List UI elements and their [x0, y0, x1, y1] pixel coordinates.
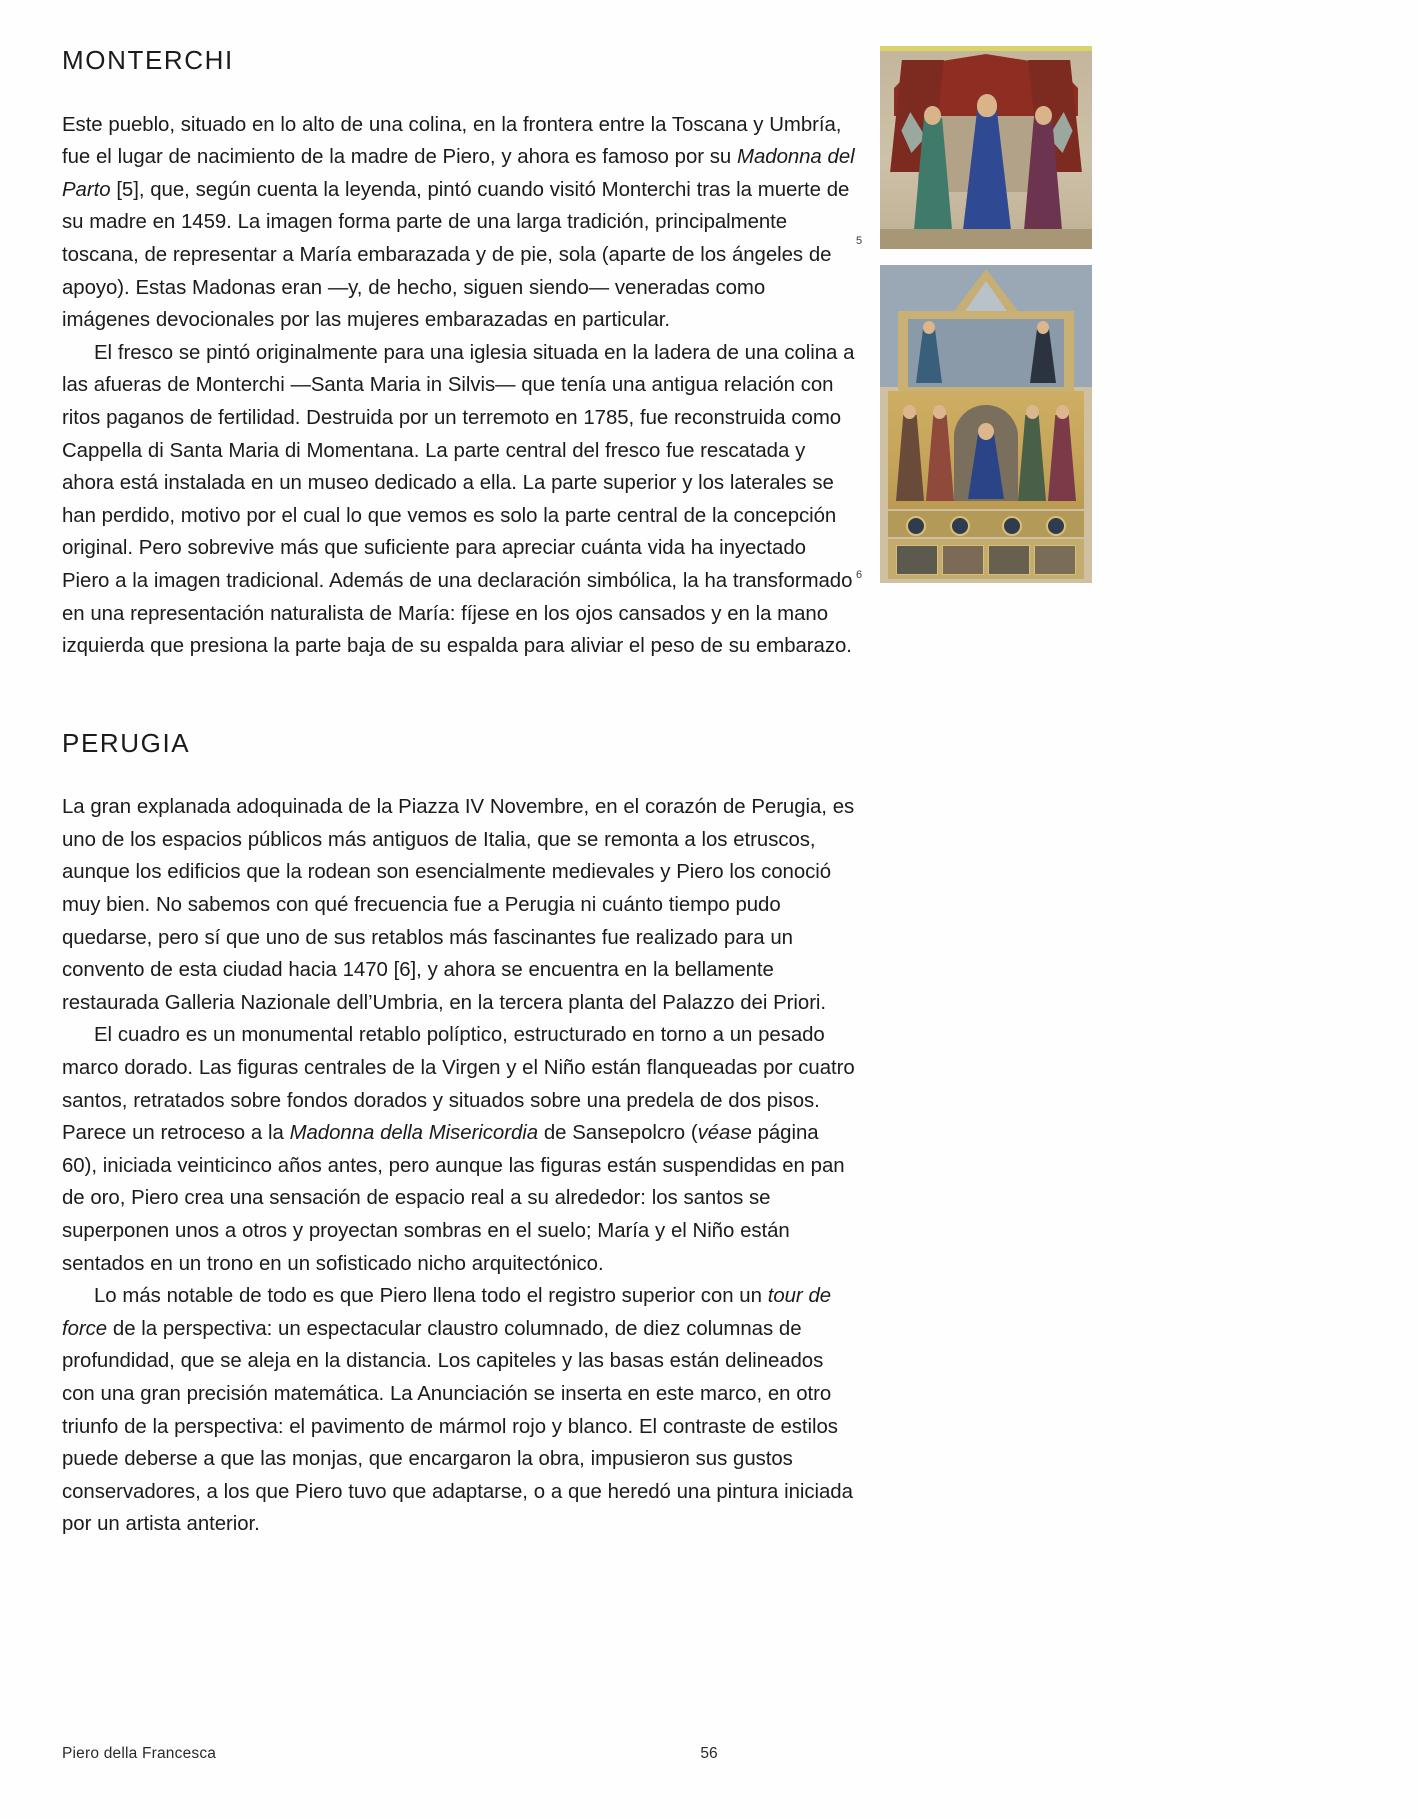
- plate6-predella-scene-2: [942, 545, 984, 575]
- paragraph-perugia-2: [62, 1019, 857, 1280]
- plate6-virgin-annunciate-head: [1037, 321, 1049, 334]
- italic-run: Madonna del Parto: [62, 146, 855, 201]
- italic-run: véase: [697, 1122, 752, 1145]
- paragraph-monterchi-1: [62, 109, 857, 337]
- section-heading-monterchi: MONTERCHI: [62, 45, 234, 75]
- plate6-saint-3-head: [1026, 405, 1039, 419]
- plate6-tondo-4: [1046, 516, 1066, 536]
- page-footer: [62, 1745, 1356, 1767]
- section-spacer: [62, 663, 857, 729]
- plate6-predella-scene-3: [988, 545, 1030, 575]
- plate-image-polyptych-of-perugia: [880, 265, 1092, 583]
- text-run: de Sansepolcro (: [538, 1122, 698, 1145]
- figure-6: [856, 265, 1110, 583]
- plate5-angel-left-head: [924, 106, 941, 125]
- italic-run: tour de force: [62, 1285, 832, 1340]
- plate6-tondo-3: [1002, 516, 1022, 536]
- plate6-saint-2-head: [933, 405, 946, 419]
- figure-number-5: 5: [856, 235, 863, 247]
- plate5-floor: [880, 229, 1092, 249]
- figure-number-6: 6: [856, 569, 863, 581]
- plate6-angel-gabriel-head: [923, 321, 935, 334]
- text-run: página 60), iniciada veinticinco años antes, pero aunque las figuras están suspendidas en pan de oro, Piero crea una sensación de espacio real a su alrededor: los santos se superponen unos a otros y proyectan sombras en el suelo; María y el Niño están sentados en un trono en un sofisticado nicho arquitectónico.: [62, 1122, 845, 1275]
- plate6-virgin-head: [978, 423, 994, 440]
- footer-book-title: Piero della Francesca: [62, 1745, 217, 1762]
- plate5-madonna-head: [977, 94, 997, 117]
- text-run: Este pueblo, situado en lo alto de una colina, en la frontera entre la Toscana y Umbría, fue el lugar de nacimiento de la madre de Piero, y ahora es famoso por su: [62, 113, 842, 169]
- paragraph-perugia-3: [62, 1280, 857, 1541]
- italic-run: Madonna della Misericordia: [289, 1122, 539, 1145]
- text-run: El cuadro es un monumental retablo políptico, estructurado en torno a un pesado marco dorado. Las figuras centrales de la Virgen y el Niño están flanqueadas por cuatro santos, retratados sobre fondos dorados y situados sobre una predela de dos pisos. Parece un retroceso a la: [62, 1024, 855, 1145]
- text-run: La gran explanada adoquinada de la Piazza IV Novembre, en el corazón de Perugia, es uno de los espacios públicos más antiguos de Italia, que se remonta a los etruscos, aunque los edificios que la rodean son esencialmente medievales y Piero los conoció muy bien. No sabemos con qué frecuencia fue a Perugia ni cuánto tiempo pudo quedarse, pero sí que uno de sus retablos más fascinantes fue realizado para un convento de esta ciudad hacia 1470 [6], y ahora se encuentra en la bellamente restaurada Galleria Nazionale dell’Umbria, en la tercera planta del Palazzo dei Priori.: [62, 796, 855, 1014]
- plate-image-madonna-del-parto: [880, 46, 1092, 249]
- text-run: El fresco se pintó originalmente para una iglesia situada en la ladera de una colina a las afueras de Monterchi —Santa Maria in Silvis— que tenía una antigua relación con ritos paganos de fertilidad. Destruida por un terremoto en 1785, fue reconstruida como Cappella di Santa Maria di Momentana. La parte central del fresco fue rescatada y ahora está instalada en un museo dedicado a ella. La parte superior y los laterales se han perdido, motivo por el cual lo que vemos es solo la parte central de la concepción original. Pero sobrevive más que suficiente para apreciar cuánta vida ha inyectado Piero a la imagen tradicional. Además de una declaración simbólica, la ha transformado en una representación naturalista de María: fíjese en los ojos cansados y en la mano izquierda que presiona la parte baja de su espalda para aliviar el peso de su embarazo.: [62, 341, 855, 658]
- plate6-predella-scene-4: [1034, 545, 1076, 575]
- plate6-saint-1-head: [903, 405, 916, 419]
- text-run: de la perspectiva: un espectacular claustro columnado, de diez columnas de profundidad, que se aleja en la distancia. Los capiteles y las basas están delineados con una gran precisión matemática. La Anunciación se inserta en este marco, en otro triunfo de la perspectiva: el pavimento de mármol rojo y blanco. El contraste de estilos puede deberse a que las monjas, que encargaron la obra, impusieron sus gustos conservadores, a los que Piero tuvo que adaptarse, o a que heredó una pintura iniciada por un artista anterior.: [62, 1317, 853, 1536]
- plate6-tondo-1: [906, 516, 926, 536]
- text-column: [62, 46, 857, 1541]
- paragraph-perugia-1: [62, 791, 857, 1019]
- text-run: Lo más notable de todo es que Piero llena todo el registro superior con un: [94, 1285, 768, 1308]
- paragraph-monterchi-2: [62, 337, 857, 663]
- footer-page-number: 56: [700, 1745, 718, 1762]
- figure-5: [856, 46, 1110, 249]
- text-run: [5], que, según cuenta la leyenda, pintó cuando visitó Monterchi tras la muerte de su madre en 1459. La imagen forma parte de una larga tradición, principalmente toscana, de representar a María embarazada y de pie, sola (aparte de los ángeles de apoyo). Estas Madonas eran —y, de hecho, siguen siendo— veneradas como imágenes devocionales por las mujeres embarazadas en particular.: [62, 178, 850, 332]
- plate6-saint-4-head: [1056, 405, 1069, 419]
- plate6-tondo-2: [950, 516, 970, 536]
- figures-column: [856, 46, 1110, 583]
- plate6-predella-scene-1: [896, 545, 938, 575]
- section-heading-perugia: PERUGIA: [62, 727, 191, 758]
- plate5-angel-right-head: [1035, 106, 1052, 125]
